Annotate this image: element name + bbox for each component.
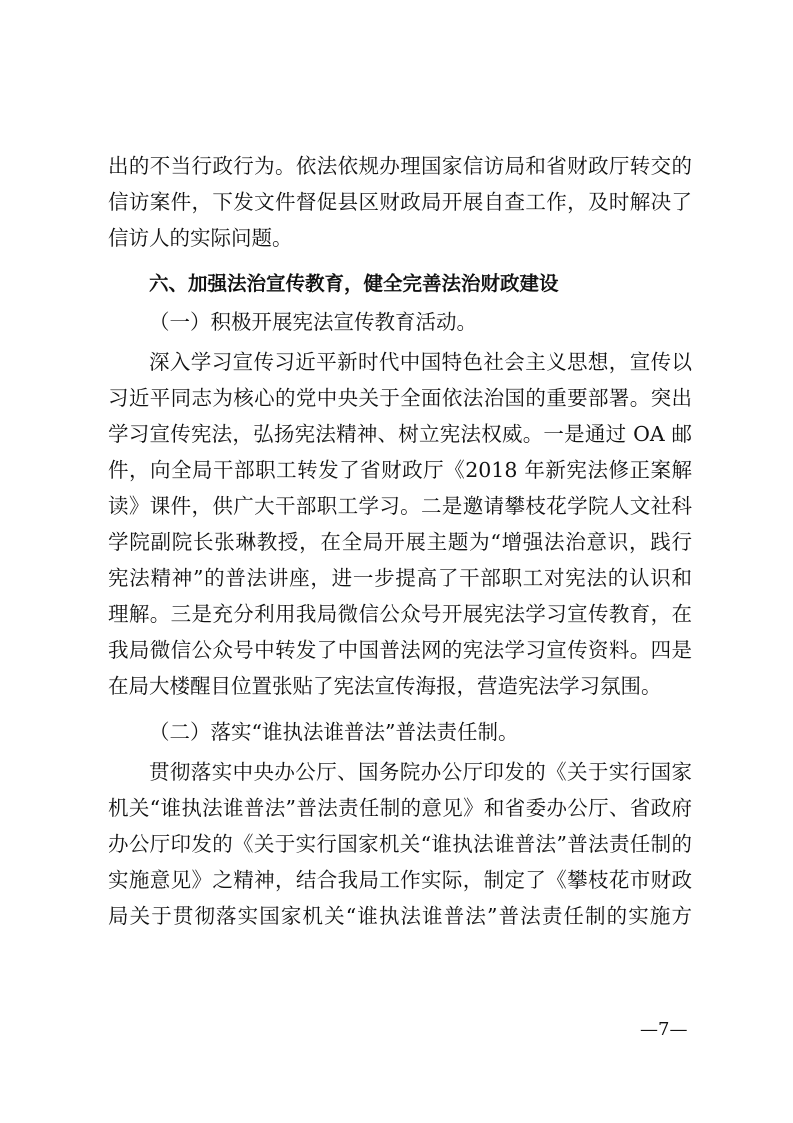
body-text-line: 信访人的实际问题。 xyxy=(108,226,293,250)
body-text-line: 在局大楼醒目位置张贴了宪法宣传海报，营造宪法学习氛围。 xyxy=(108,674,662,698)
body-text-line: 局关于贯彻落实国家机关“谁执法谁普法”普法责任制的实施方 xyxy=(108,904,692,928)
body-text-line: 贯彻落实中央办公厅、国务院办公厅印发的《关于实行国家 xyxy=(149,760,692,784)
body-text-line: 深入学习宣传习近平新时代中国特色社会主义思想，宣传以 xyxy=(149,350,692,374)
subsection-heading: （一）积极开展宪法宣传教育活动。 xyxy=(149,310,477,334)
body-text-line: 机关“谁执法谁普法”普法责任制的意见》和省委办公厅、省政府 xyxy=(108,796,692,820)
body-text-line: 习近平同志为核心的党中央关于全面依法治国的重要部署。突出 xyxy=(108,386,692,410)
body-text-line: 办公厅印发的《关于实行国家机关“谁执法谁普法”普法责任制的 xyxy=(108,832,692,856)
body-text-line: 出的不当行政行为。依法依规办理国家信访局和省财政厅转交的 xyxy=(108,154,692,178)
body-text-line: 学院副院长张琳教授，在全局开展主题为“增强法治意识，践行 xyxy=(108,530,692,554)
body-text-line: 实施意见》之精神，结合我局工作实际，制定了《攀枝花市财政 xyxy=(108,868,692,892)
body-text-line: 我局微信公众号中转发了中国普法网的宪法学习宣传资料。四是 xyxy=(108,638,692,662)
body-text-line: 信访案件，下发文件督促县区财政局开展自查工作，及时解决了 xyxy=(108,190,692,214)
body-text-line: 学习宣传宪法，弘扬宪法精神、树立宪法权威。一是通过 OA 邮 xyxy=(108,422,692,446)
subsection-heading: （二）落实“谁执法谁普法”普法责任制。 xyxy=(149,720,519,744)
section-heading: 六、加强法治宣传教育，健全完善法治财政建设 xyxy=(149,272,559,295)
body-text-line: 理解。三是充分利用我局微信公众号开展宪法学习宣传教育，在 xyxy=(108,602,692,626)
body-text-line: 读》课件，供广大干部职工学习。二是邀请攀枝花学院人文社科 xyxy=(108,494,692,518)
body-text-line: 件，向全局干部职工转发了省财政厅《2018 年新宪法修正案解 xyxy=(108,458,692,482)
body-text-line: 宪法精神”的普法讲座，进一步提高了干部职工对宪法的认识和 xyxy=(108,566,692,590)
page-number: —7— xyxy=(640,1019,688,1040)
